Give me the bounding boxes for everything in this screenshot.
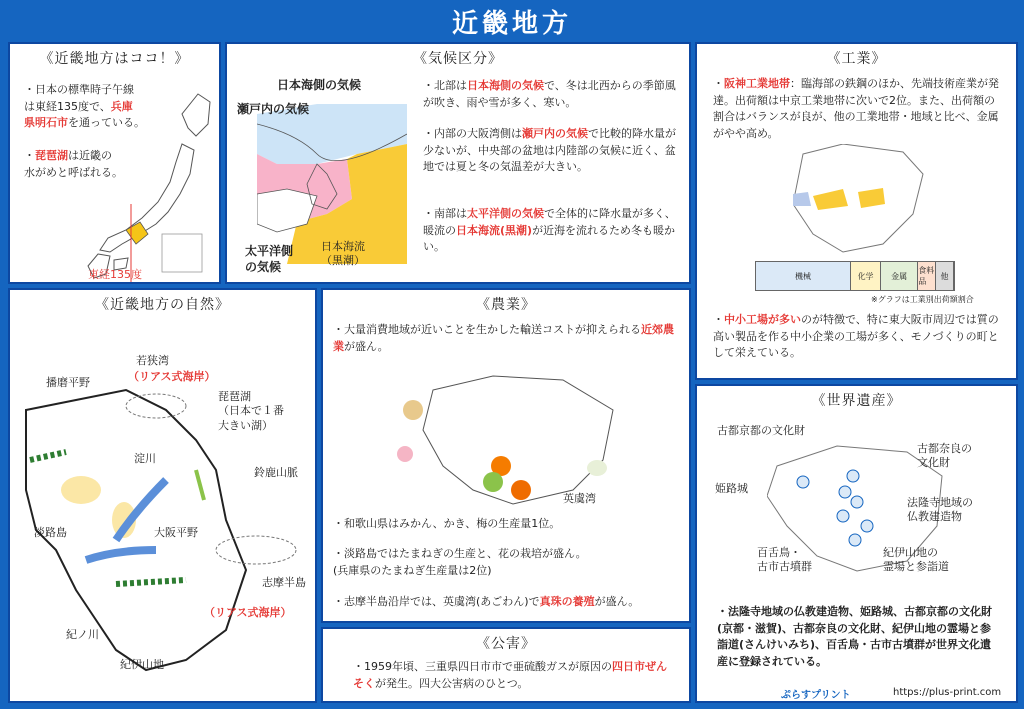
brand-logo: ぷらすプリント xyxy=(781,690,851,701)
climate-south: ・南部は太平洋側の気候で全体的に降水量が多く、暖流の日本海流(黒潮)が近海を流れるため冬も暖かい。 xyxy=(423,207,676,253)
industry-map xyxy=(793,144,933,254)
nature-panel xyxy=(8,288,317,703)
climate-panel xyxy=(225,42,691,284)
climate-inland: ・内部の大阪湾側は瀬戸内の気候で比較的降水量が少ないが、中央部の盆地は内陸部の気候に近く、盆地では夏と冬の気温差が大きい。 xyxy=(423,127,676,173)
pacific-label: 太平洋側 の気候 xyxy=(245,244,294,274)
himeji-label: 姫路城 xyxy=(715,482,748,495)
agriculture-map xyxy=(393,370,623,510)
industry-bar-segment: 機械 xyxy=(756,262,851,290)
biwa-text: ・琵琶湖は近畿の 水がめと呼ばれる。 xyxy=(24,149,123,179)
heritage-panel-title: 《世界遺産》 xyxy=(811,393,902,409)
wakasa-note: （リアス式海岸） xyxy=(128,370,216,383)
awaji-text: ・淡路島ではたまねぎの生産と、花の栽培が盛ん。 (兵庫県のたまねぎ生産量は2位) xyxy=(333,547,587,577)
industry-bar-segment: 食料品 xyxy=(918,262,936,290)
industry-panel-title: 《工業》 xyxy=(826,51,887,67)
shima-label: 志摩半島 xyxy=(262,576,306,589)
pearl-text: ・志摩半島沿岸では、英虞湾(あごわん)で真珠の養殖が盛ん。 xyxy=(333,595,640,608)
chart-note: ※グラフは工業別出荷額割合 xyxy=(871,295,974,304)
biwa-label: 琵琶湖 （日本で１番 大きい湖） xyxy=(218,390,284,432)
ago-label: 英虞湾 xyxy=(563,492,596,505)
pollution-panel-title: 《公害》 xyxy=(476,636,536,652)
setouchi-label: 瀬戸内の気候 xyxy=(237,102,310,116)
climate-panel-title: 《気候区分》 xyxy=(413,51,503,67)
nara-heritage-label: 古都奈良の 文化財 xyxy=(917,442,972,470)
kino-label: 紀ノ川 xyxy=(66,628,99,641)
wakayama-text: ・和歌山県はみかん、かき、梅の生産量1位。 xyxy=(333,517,561,530)
location-panel-title: 《近畿地方はココ！》 xyxy=(39,51,190,67)
sea-japan-label: 日本海側の気候 xyxy=(277,78,362,92)
industry-bar-segment: 金属 xyxy=(881,262,918,290)
page-title: 近畿地方 xyxy=(451,8,572,39)
japan-map xyxy=(70,84,220,284)
site-url[interactable]: https://plus-print.com xyxy=(893,687,1002,698)
shima-note: （リアス式海岸） xyxy=(204,606,292,619)
horyuji-label: 法隆寺地域の 仏教建造物 xyxy=(907,496,973,524)
climate-north: ・北部は日本海側の気候で、冬は北西からの季節風が吹き、雨や雪が多く、寒い。 xyxy=(423,79,676,109)
kii-label: 紀伊山地 xyxy=(120,658,164,671)
heritage-text: ・法隆寺地域の仏教建造物、姫路城、古都京都の文化財(京都・滋賀)、古都奈良の文化財、紀伊山地の霊場と参詣道(さんけいみち)、百舌鳥・古市古墳群が世界文化遺産に登録されている。 xyxy=(717,605,992,668)
pollution-text: ・1959年頃、三重県四日市市で亜硫酸ガスが原因の四日市ぜんそくが発生。四大公害病のひとつ。 xyxy=(353,660,667,690)
industry-bar-segment: 他 xyxy=(936,262,954,290)
industry-panel xyxy=(695,42,1018,380)
heritage-panel xyxy=(695,384,1018,703)
current-label: 日本海流 （黒潮） xyxy=(321,240,365,268)
yodo-label: 淀川 xyxy=(134,452,156,465)
awaji-label: 淡路島 xyxy=(34,526,67,539)
industry-chart xyxy=(755,261,955,291)
pollution-panel xyxy=(321,627,691,703)
nature-panel-title: 《近畿地方の自然》 xyxy=(95,297,230,313)
agriculture-panel-title: 《農業》 xyxy=(476,297,536,313)
osaka-label: 大阪平野 xyxy=(154,526,198,539)
meridian-text: ・日本の標準時子午線 は東経135度で、兵庫 県明石市を通っている。 xyxy=(24,83,145,129)
kyoto-heritage-label: 古都京都の文化財 xyxy=(717,424,805,437)
hanshin-text: ・阪神工業地帯：臨海部の鉄鋼のほか、先端技術産業が発達。出荷額は中京工業地帯に次いで2位。また、出荷額の割合はバランスが良が、他の工業地帯・地域と比べ、金属がやや高め。 xyxy=(713,77,999,140)
harima-label: 播磨平野 xyxy=(46,376,90,389)
suzuka-label: 鈴鹿山脈 xyxy=(254,466,298,479)
suburban-farming-text: ・大量消費地域が近いことを生かした輸送コストが抑えられる近郊農業が盛ん。 xyxy=(333,323,674,353)
kii-heritage-label: 紀伊山地の 霊場と参詣道 xyxy=(883,546,949,574)
industry-bar-segment: 化学 xyxy=(851,262,881,290)
agriculture-panel xyxy=(321,288,691,623)
mozu-label: 百舌鳥・ 古市古墳群 xyxy=(757,546,812,574)
small-factory-text: ・中小工場が多いのが特徴で、特に東大阪市周辺では質の高い製品を作る中小企業の工場が多く、モノづくりの町として栄えている。 xyxy=(713,313,999,359)
meridian-label: 東経135度 xyxy=(88,268,142,281)
location-panel xyxy=(8,42,221,284)
wakasa-label: 若狭湾 xyxy=(136,354,169,367)
